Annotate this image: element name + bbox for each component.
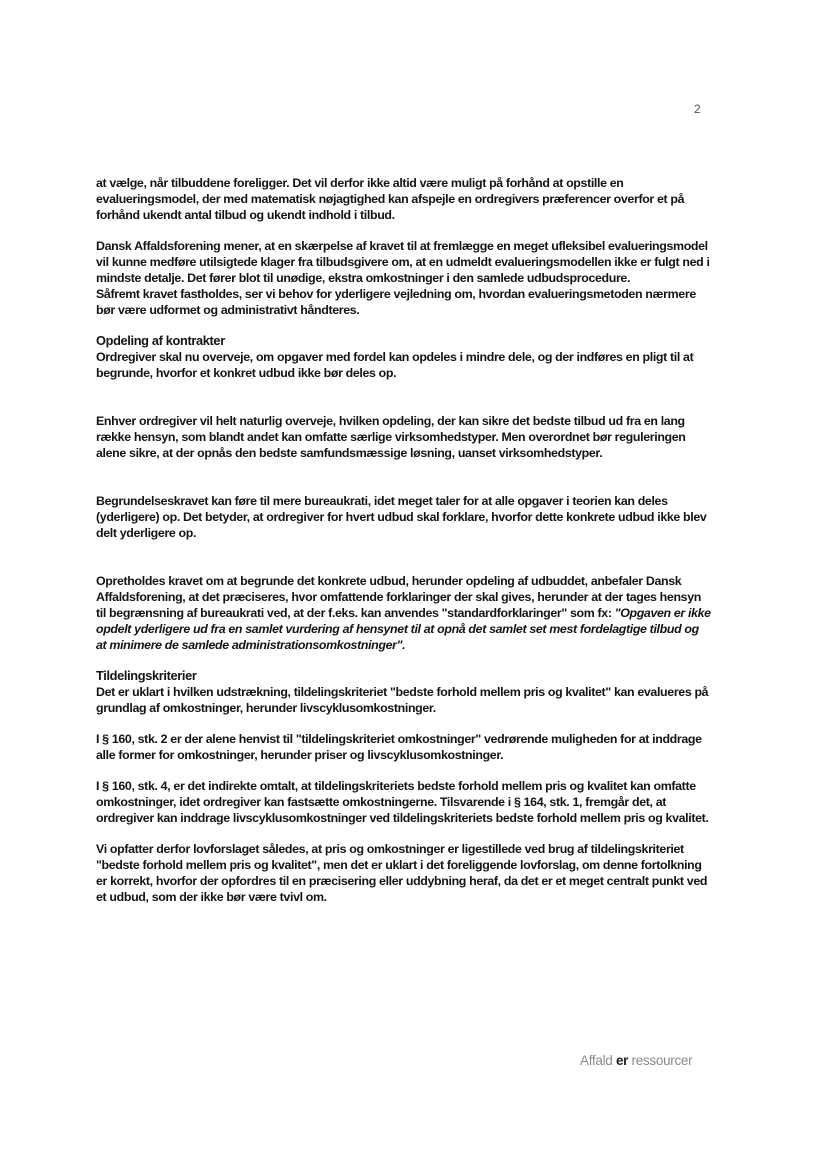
paragraph-dansk-affaldsforening-opinion: Dansk Affaldsforening mener, at en skærpelse af kravet til at fremlægge en meget ufleksibel evalueringsmodel vil kunne medføre utilsigtede klager fra tilbudsgivere om, at en udmeldt evalueringsmodellen ikke er fulgt ned i mindste detalje. Det fører blot til unødige, ekstra omkostninger i den samlede udbudsprocedure.: [96, 239, 710, 285]
paragraph-division-obligation: Ordregiver skal nu overveje, om opgaver med fordel kan opdeles i mindre dele, og der indføres en pligt til at begrunde, hvorfor et konkret udbud ikke bør deles op.: [96, 350, 694, 380]
section-heading-award-criteria: Tildelingskriterier: [96, 668, 197, 683]
paragraph-standard-explanations-text: Opretholdes kravet om at begrunde det konkrete udbud, herunder opdeling af udbuddet, anbefaler Dansk Affaldsforening, at det præciseres, hvor omfattende forklaringer der skal gives, herunder at der tages hensyn til begrænsning af bureaukrati ved, at der f.eks. kan anvendes "standardforklaringer" som fx:: [96, 574, 701, 620]
paragraph-evaluation-model-intro: at vælge, når tilbuddene foreligger. Det vil derfor ikke altid være muligt på forhånd at opstille en evalueringsmodel, der med matematisk nøjagtighed kan afspejle en ordregivers præferencer overfor et på forhånd ukendt antal tilbud og ukendt indhold i tilbud.: [96, 176, 685, 222]
standard-explanation-quote: "Opgaven er ikke opdelt yderligere ud fra en samlet vurdering af hensynet til at opnå det samlet set mest fordelagtige tilbud og at minimere de samlede administrationsomkostninger".: [96, 606, 711, 652]
footer-brand-slogan: [580, 1053, 692, 1068]
paragraph-bureaucracy: Begrundelseskravet kan føre til mere bureaukrati, idet meget taler for at alle opgaver i teorien kan deles (yderligere) op. Det betyder, at ordregiver for hvert udbud skal forklare, hvorfor dette konkrete udbud ikke blev delt yderligere op.: [96, 494, 707, 540]
paragraph-guidance-request: Såfremt kravet fastholdes, ser vi behov for yderligere vejledning om, hvordan evalueringsmetoden nærmere bør være udformet og administrativt håndteres.: [96, 287, 696, 317]
paragraph-section-160-stk-4: I § 160, stk. 4, er det indirekte omtalt, at tildelingskriteriets bedste forhold mellem pris og kvalitet kan omfatte omkostninger, idet ordregiver kan fastsætte omkostningerne. Tilsvarende i § 164, stk. 1, fremgår det, at ordregiver kan inddrage livscyklusomkostninger ved tildelingskriteriets bedste forhold mellem pris og kvalitet.: [96, 779, 709, 825]
paragraph-ordregiver-consideration: Enhver ordregiver vil helt naturlig overveje, hvilken opdeling, der kan sikre det bedste tilbud ud fra en lang række hensyn, som blandt andet kan omfatte særlige virksomhedstyper. Men overordnet bør reguleringen alene sikre, at der opnås den bedste samfundsmæssige løsning, uanset virksomhedstyper.: [96, 414, 686, 460]
footer-brand-part3: ressourcer: [628, 1053, 693, 1068]
paragraph-section-160-stk-2: I § 160, stk. 2 er der alene henvist til "tildelingskriteriet omkostninger" vedrørende muligheden for at inddrage alle former for omkostninger, herunder priser og livscyklusomkostninger.: [96, 732, 702, 762]
document-body: [96, 175, 712, 905]
paragraph-award-criteria-unclear: Det er uklart i hvilken udstrækning, tildelingskriteriet "bedste forhold mellem pris og kvalitet" kan evalueres på grundlag af omkostninger, herunder livscyklusomkostninger.: [96, 685, 709, 715]
footer-brand-part1: Affald: [580, 1053, 616, 1068]
page-number: 2: [694, 102, 701, 116]
paragraph-conclusion: Vi opfatter derfor lovforslaget således, at pris og omkostninger er ligestillede ved brug af tildelingskriteriet "bedste forhold mellem pris og kvalitet", men det er uklart i det foreliggende lovforslag, om denne fortolkning er korrekt, hvorfor der opfordres til en præcisering eller uddybning heraf, da det er et meget centralt punkt ved et udbud, som der ikke bør være tvivl om.: [96, 842, 708, 904]
section-heading-contract-division: Opdeling af kontrakter: [96, 333, 225, 348]
paragraph-standard-explanations: [96, 573, 712, 653]
footer-brand-part2: er: [615, 1053, 629, 1068]
